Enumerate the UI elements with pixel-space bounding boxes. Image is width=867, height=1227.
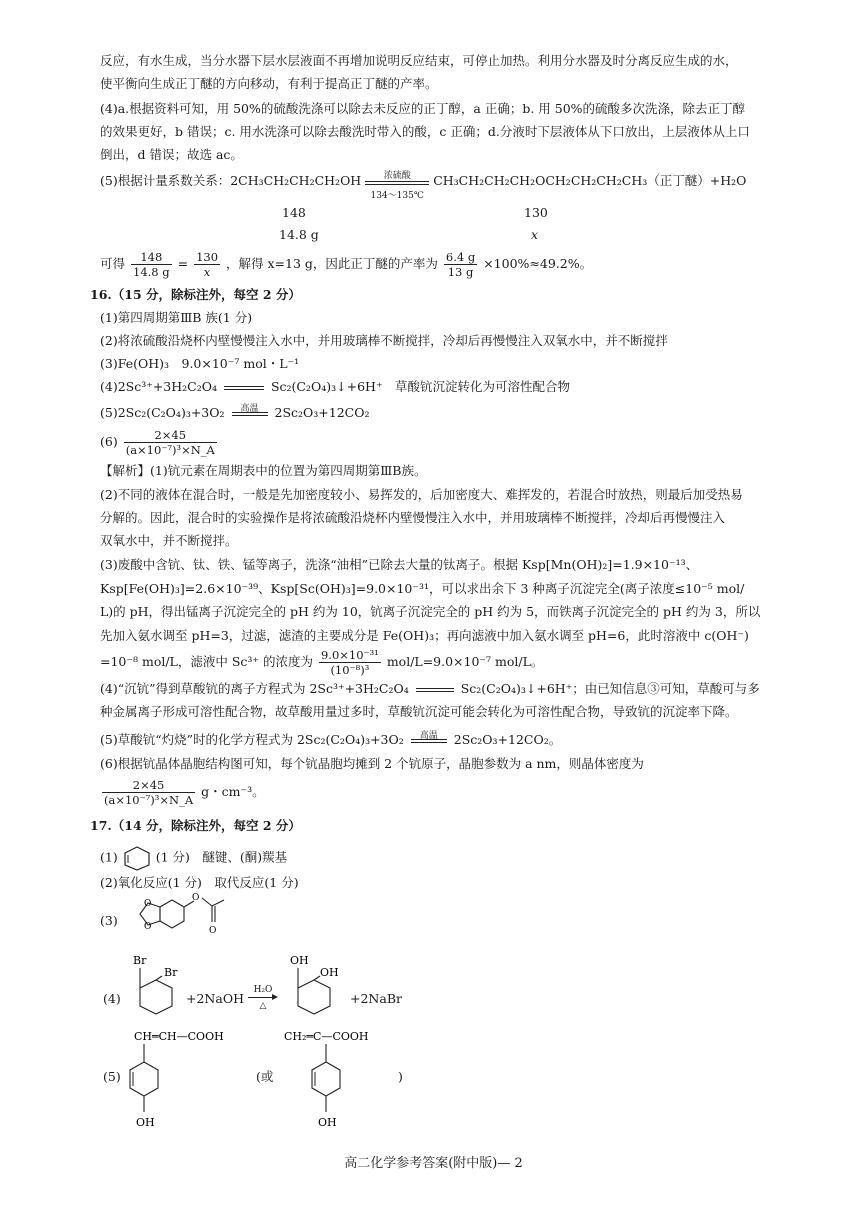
fraction: $\frac{130}{x}$: [196, 250, 219, 279]
explanation-10: (4)“沉钪”得到草酸钪的离子方程式为 2Sc³⁺+3H₂C₂O₄ Sc₂(C₂O₄)₃↓+6H⁺；由已知信息③可知，草酸可与多: [100, 681, 760, 696]
page-footer: 高二化学参考答案(附中版)— 2: [344, 1156, 523, 1171]
explanation-12: (5)草酸钪“灼烧”时的化学方程式为 2Sc₂(C₂O₄)₃+3O₂ 高温 2Sc₂O₃+12CO₂。: [100, 730, 562, 747]
answer-17-5-label: (5): [103, 1069, 121, 1084]
text-line: 的效果更好，b 错误；c. 用水洗涤可以除去酸洗时带入的酸，c 正确；d.分液时下层液体从下口放出，上层液体从上口: [100, 124, 750, 139]
explanation-11: 种金属离子形成可溶性配合物，故草酸用量过多时，草酸钪沉淀可能会转化为可溶性配合物，导致钪的沉淀率下降。: [100, 704, 738, 719]
svg-text:OH: OH: [136, 1116, 155, 1129]
cyclohexene-structure: [122, 845, 152, 871]
svg-text:CH₂═C—COOH: CH₂═C—COOH: [284, 1030, 369, 1043]
condition-bottom: 134～135℃: [370, 190, 424, 201]
answer-16-4: (4)2Sc³⁺+3H₂C₂O₄ Sc₂(C₂O₄)₃↓+6H⁺ 草酸钪沉淀转化为可溶性配合物: [100, 379, 571, 394]
molar-mass-1: 148: [282, 205, 306, 220]
answer-16-6: (6) $\frac{2\times 45}{\text{(a×10⁻⁷)³×N\_A}}$: [100, 428, 215, 457]
equals-sign: [224, 386, 264, 390]
fraction: $\frac{2\times 45}{\text{(a×10⁻⁷)³×N\_A}}$: [125, 428, 215, 457]
explanation-1: 【解析】(1)钪元素在周期表中的位置为第四周期第ⅢB族。: [100, 463, 427, 478]
explanation-3: 分解的。因此，混合时的实验操作是将浓硫酸沿烧杯内壁慢慢注入水中，并用玻璃棒不断搅拌，冷却后再慢慢注入: [100, 510, 726, 525]
svg-text:O: O: [192, 893, 200, 903]
question-16-heading: 16.（15 分，除标注外，每空 2 分）: [90, 287, 301, 302]
equals-sign: 高温: [411, 739, 447, 743]
reaction-equation: [100, 170, 747, 201]
explanation-13: (6)根据钪晶体晶胞结构图可知，每个钪晶胞均摊到 2 个钪原子，晶胞参数为 a nm，则晶体密度为: [100, 756, 644, 771]
explanation-6: Ksp[Fe(OH)₃]=2.6×10⁻³⁹、Ksp[Sc(OH)₃]=9.0×10⁻³¹，可以求出余下 3 种离子沉淀完全(离子浓度≤10⁻⁵ mol/: [100, 581, 745, 596]
fraction: $\frac{6.4 g}{13 g}$: [445, 250, 476, 279]
answer-16-1: (1)第四周期第ⅢB 族(1 分): [100, 310, 253, 325]
alternative-close: ): [398, 1069, 403, 1084]
mass-2: x: [531, 227, 539, 242]
svg-text:O: O: [209, 926, 217, 936]
fraction: $\frac{\text{9.0×10⁻³¹}}{\text{(10⁻⁸)³}}$: [320, 648, 379, 677]
answer-16-2: (2)将浓硫酸沿烧杯内壁慢慢注入水中，并用玻璃棒不断搅拌，冷却后再慢慢注入双氧水中，并不断搅拌: [100, 333, 668, 348]
product-structure-3: [120, 888, 230, 946]
text-line: 倒出，d 错误；故选 ac。: [100, 147, 243, 162]
answer-17-2: (2)氧化反应(1 分) 取代反应(1 分): [100, 875, 299, 890]
text-line: 反应，有水生成，当分水器下层水层液面不再增加说明反应结束，可停止加热。利用分水器及时分离反应生成的水，: [100, 53, 738, 68]
product-text: CH₃CH₂CH₂CH₂OCH₂CH₂CH₂CH₃（正丁醚）+H₂O: [433, 173, 747, 188]
reactant-text: (5)根据计量系数关系：2CH₃CH₂CH₂CH₂OH: [100, 173, 362, 188]
alternative-open: (或: [256, 1069, 274, 1084]
svg-text:OH: OH: [290, 954, 309, 967]
text-line: 使平衡向生成正丁醚的方向移动，有利于提高正丁醚的产率。: [100, 76, 438, 91]
equals-sign: [416, 688, 454, 692]
equals-sign: 高温: [232, 412, 268, 416]
mass-1: 14.8 g: [279, 227, 319, 242]
answer-16-3: (3)Fe(OH)₃ 9.0×10⁻⁷ mol・L⁻¹: [100, 356, 300, 371]
product-nabr: +2NaBr: [350, 991, 402, 1006]
svg-text:O: O: [144, 899, 152, 909]
reaction-arrow: [365, 170, 429, 201]
svg-text:Br: Br: [133, 954, 147, 967]
answer-17-1: (1) (1 分) 醚键、(酮)羰基: [100, 845, 287, 871]
svg-text:OH: OH: [318, 1116, 337, 1129]
explanation-14: $\frac{2\times 45}{\text{(a×10⁻⁷)³×N\_A}}$ g・cm⁻³。: [104, 778, 265, 807]
explanation-2: (2)不同的液体在混合时，一般是先加密度较小、易挥发的，后加密度大、难挥发的，若混合时放热，则最后加受热易: [100, 487, 743, 502]
dibromocyclohexane-structure: [120, 948, 190, 1040]
question-17-heading: 17.（14 分，除标注外，每空 2 分）: [90, 818, 301, 833]
answer-16-5: (5)2Sc₂(C₂O₄)₃+3O₂ 高温 2Sc₂O₃+12CO₂: [100, 403, 370, 420]
cyclohexanediol-structure: [278, 948, 348, 1040]
explanation-5: (3)废酸中含钪、钛、铁、锰等离子，洗涤“油相”已除去大量的钛离子。根据 Ksp[Mn(OH)₂]=1.9×10⁻¹³、: [100, 557, 699, 572]
fraction: $\frac{2\times 45}{\text{(a×10⁻⁷)³×N\_A}}$: [104, 778, 194, 807]
answer-17-4-label: (4): [103, 991, 121, 1006]
svg-text:OH: OH: [320, 966, 339, 979]
svg-text:Br: Br: [164, 966, 178, 979]
explanation-7: L)的 pH，得出锰离子沉淀完全的 pH 约为 10，钪离子沉淀完全的 pH 约为 5，而铁离子沉淀完全的 pH 约为 3，所以: [100, 604, 761, 619]
fraction: $\frac{148}{14.8 g}$: [133, 250, 170, 279]
svg-text:CH═CH—COOH: CH═CH—COOH: [134, 1030, 224, 1043]
molar-mass-2: 130: [524, 205, 548, 220]
condition-top: 浓硫酸: [383, 170, 411, 181]
answer-17-3-label: (3): [100, 913, 118, 928]
text-line: (4)a.根据资料可知，用 50%的硫酸洗涤可以除去未反应的正丁醇，a 正确；b. 用 50%的硫酸多次洗涤，除去正丁醇: [100, 101, 746, 116]
explanation-9: =10⁻⁸ mol/L，滤液中 Sc³⁺ 的浓度为 $\frac{\text{9.0×10⁻³¹}}{\text{(10⁻⁸)³}}$ mol/L=9.0×10⁻⁷ mol/L。: [100, 648, 544, 677]
alternative-structure: [284, 1028, 414, 1134]
reaction-arrow: H₂O △: [248, 985, 278, 1011]
svg-text:O: O: [144, 922, 152, 932]
explanation-8: 先加入氨水调至 pH=3，过滤，滤渣的主要成分是 Fe(OH)₃；再向滤液中加入氨水调至 pH=6，此时溶液中 c(OH⁻): [100, 628, 749, 643]
p-hydroxycinnamic-acid-structure: [118, 1028, 268, 1134]
reagent-naoh: +2NaOH: [186, 991, 244, 1006]
yield-line: 可得 $\frac{148}{14.8 g}$ = $\frac{130}{x}$ ，解得 x=13 g，因此正丁醚的产率为 $\frac{6.4 g}{13 g}$ ×100%≈49.2%。: [100, 250, 593, 279]
explanation-4: 双氧水中，并不断搅拌。: [100, 533, 238, 548]
